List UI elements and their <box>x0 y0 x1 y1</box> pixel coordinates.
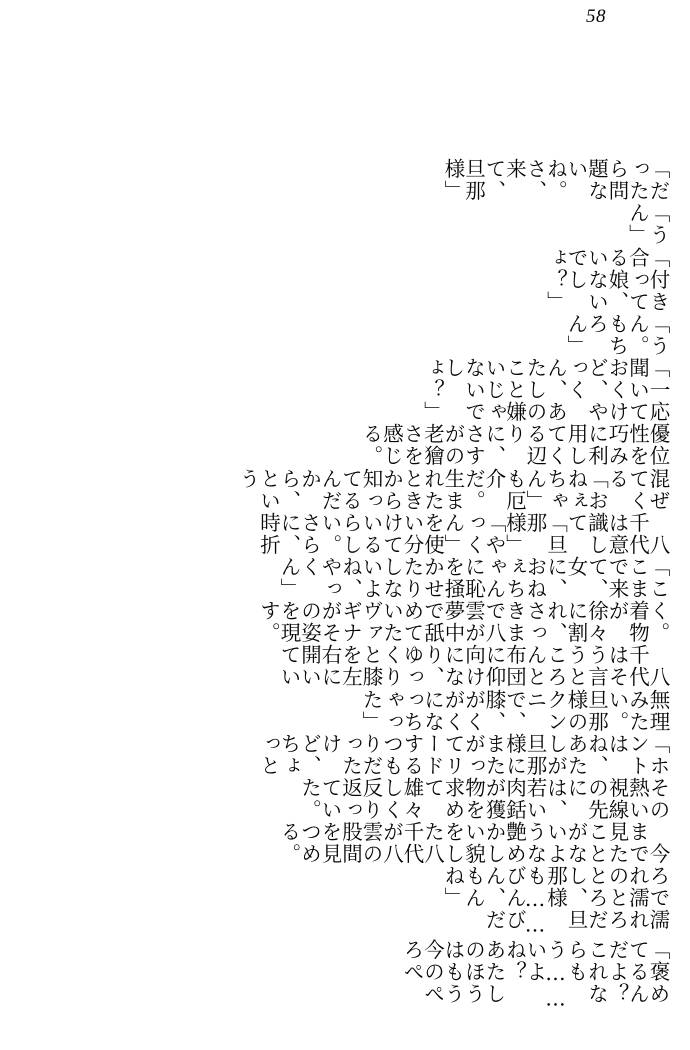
text-line: 「ホントはね、あたしが旦那様にまたがってリードするつもりだったけど、ちょっと <box>256 732 670 777</box>
text-line: 「だったら問題ないね。さ、来て、旦那様」 <box>441 158 670 203</box>
vertical-text-body <box>24 52 670 1028</box>
text-line: ろで濡れ濡れのとろとろだし、旦那様も……びんびん、だもんね」 <box>441 865 670 939</box>
text-line: 優位性を巧みに利用してくる辺りに、さすがの老獪さを感じる。 <box>359 423 670 468</box>
text-line: その熱い視線の先には、若い肉銛が獲物を求めて雄々しく反り返っていた。 <box>297 776 670 822</box>
text-line: 八千代はそう言うところんと布団に仰向けになり、ゆっくりと膝を左右に開いてい <box>277 644 670 689</box>
text-line: 無理みたい。旦那様のクンニで、膝、がくがくになっちゃった」 <box>359 688 670 733</box>
text-line: く。着物が徐々に割れ、さっきまで八雲が夢中で舐めていたヴァギナがその姿を現す。 <box>256 600 670 645</box>
text-line: 八千代は意識して「旦那様」「やっくん」を使い分けているらしい。さらに、時折 <box>256 511 670 556</box>
text-line: 「うん。もちろん」 <box>564 312 670 358</box>
text-line: 「褒めてるんだよ？ これならもう……いよね？ あたしのほうはもう今のぺろぺ <box>400 938 670 1028</box>
page-number: 58 <box>586 6 606 27</box>
text-line: 「ここまで来て、女に、おねぇちゃんに恥を掻かせたりしないよね、やっくん」 <box>277 555 670 601</box>
text-line: 「付き合ってる娘、いないでしょ？」 <box>543 246 670 313</box>
text-line: 「一応聞いておくけど、やっくん、あたしのこと嫌いじゃないでしょ？」 <box>420 357 670 424</box>
text-line: 今まで見たことがないような艶めかしい貌をした八千代が八雲の股間を見つめる。 <box>277 821 670 866</box>
text-line: 混ぜてくる「おねぇちゃん」も厄介だ。生まれたときから知ってるんだから、という <box>236 467 670 512</box>
text-line: 「うん」 <box>625 202 670 247</box>
